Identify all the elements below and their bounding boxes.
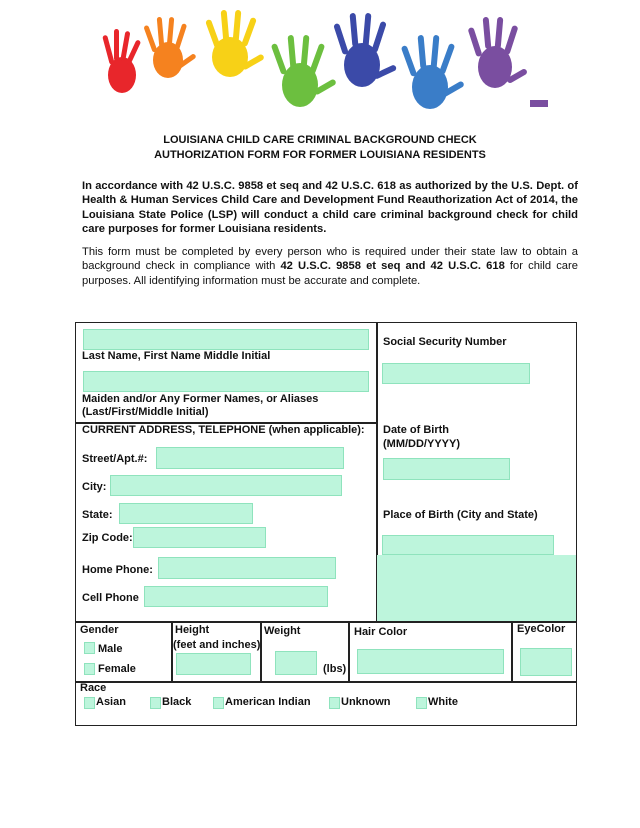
hand-purple-icon <box>468 17 548 107</box>
weight-label: Weight <box>264 625 301 637</box>
dob-label: Date of Birth <box>383 424 449 436</box>
cell-phone-field[interactable] <box>144 586 328 607</box>
hand-navy-icon <box>333 13 397 87</box>
race-label: Race <box>80 682 107 694</box>
form-title-line-1: LOUISIANA CHILD CARE CRIMINAL BACKGROUND CHECK <box>163 134 477 146</box>
form-title-line-2: AUTHORIZATION FORM FOR FORMER LOUISIANA RESIDENTS <box>154 149 486 161</box>
ssn-field[interactable] <box>382 363 530 384</box>
race-white-checkbox[interactable] <box>416 697 427 709</box>
city-label: City: <box>82 481 107 493</box>
zip-code-field[interactable] <box>133 527 266 548</box>
race-unknown-label: Unknown <box>341 696 391 708</box>
home-phone-field[interactable] <box>158 557 336 579</box>
male-checkbox[interactable] <box>84 642 95 654</box>
dob-field[interactable] <box>383 458 510 480</box>
instructions-text-end: for child care purposes. All identifying information must be accurate and complete. <box>82 260 578 287</box>
hair-color-label: Hair Color <box>354 626 408 638</box>
height-label: Height <box>175 624 210 636</box>
height-unit-label: (feet and inches) <box>173 639 261 651</box>
hair-color-field[interactable] <box>357 649 504 674</box>
authorization-paragraph: In accordance with 42 U.S.C. 9858 et seq and 42 U.S.C. 618 as authorized by the U.S. Dept. of Health & Human Services Child Care and Development Fund Reauthorization Act of 2014, the Louisiana State Police (LSP) will conduct a child care criminal background check for child care purposes for former Louisiana residents. <box>82 180 578 236</box>
city-field[interactable] <box>110 475 342 496</box>
instructions-paragraph <box>82 245 578 288</box>
race-american-indian-label: American Indian <box>225 696 311 708</box>
hand-green-icon <box>271 35 337 107</box>
background-check-form <box>75 322 577 726</box>
female-checkbox[interactable] <box>84 663 95 675</box>
female-label: Female <box>98 663 136 675</box>
instructions-statute: 42 U.S.C. 9858 et seq and 42 U.S.C. 618 <box>280 260 505 273</box>
gender-label: Gender <box>80 624 119 636</box>
hand-orange-icon <box>143 17 196 78</box>
painted-hands-banner <box>100 5 550 120</box>
name-label: Last Name, First Name Middle Initial <box>82 350 271 362</box>
pob-field[interactable] <box>382 535 554 555</box>
race-asian-label: Asian <box>96 696 126 708</box>
male-label: Male <box>98 643 123 655</box>
lbs-label: (lbs) <box>323 663 347 675</box>
state-field[interactable] <box>119 503 253 524</box>
ssn-label: Social Security Number <box>383 336 507 348</box>
race-black-checkbox[interactable] <box>150 697 161 709</box>
instructions-text: This form must be completed by every person who is required under their state law to obtain a background check in compliance with <box>82 246 578 273</box>
hand-red-icon <box>102 29 141 93</box>
race-american-indian-checkbox[interactable] <box>213 697 224 709</box>
street-field[interactable] <box>156 447 344 469</box>
hand-yellow-icon <box>205 10 265 77</box>
dob-format-label: (MM/DD/YYYY) <box>383 438 460 450</box>
home-phone-label: Home Phone: <box>82 564 153 576</box>
address-header: CURRENT ADDRESS, TELEPHONE (when applicable): <box>82 424 365 436</box>
name-field[interactable] <box>83 329 369 350</box>
race-black-label: Black <box>162 696 192 708</box>
eye-color-field[interactable] <box>520 648 572 676</box>
hand-blue-icon <box>401 35 465 109</box>
pob-label: Place of Birth (City and State) <box>383 509 538 521</box>
cell-phone-label: Cell Phone <box>82 592 139 604</box>
race-unknown-checkbox[interactable] <box>329 697 340 709</box>
race-white-label: White <box>428 696 458 708</box>
weight-field[interactable] <box>275 651 317 675</box>
race-asian-checkbox[interactable] <box>84 697 95 709</box>
state-label: State: <box>82 509 113 521</box>
maiden-name-field[interactable] <box>83 371 369 392</box>
eye-color-label: EyeColor <box>517 623 566 635</box>
height-field[interactable] <box>176 653 251 675</box>
street-label: Street/Apt.#: <box>82 453 148 465</box>
maiden-name-sublabel: (Last/First/Middle Initial) <box>82 406 209 418</box>
zip-code-label: Zip Code: <box>82 532 133 544</box>
maiden-name-label: Maiden and/or Any Former Names, or Aliases <box>82 393 319 405</box>
pob-extra-field[interactable] <box>377 555 576 621</box>
